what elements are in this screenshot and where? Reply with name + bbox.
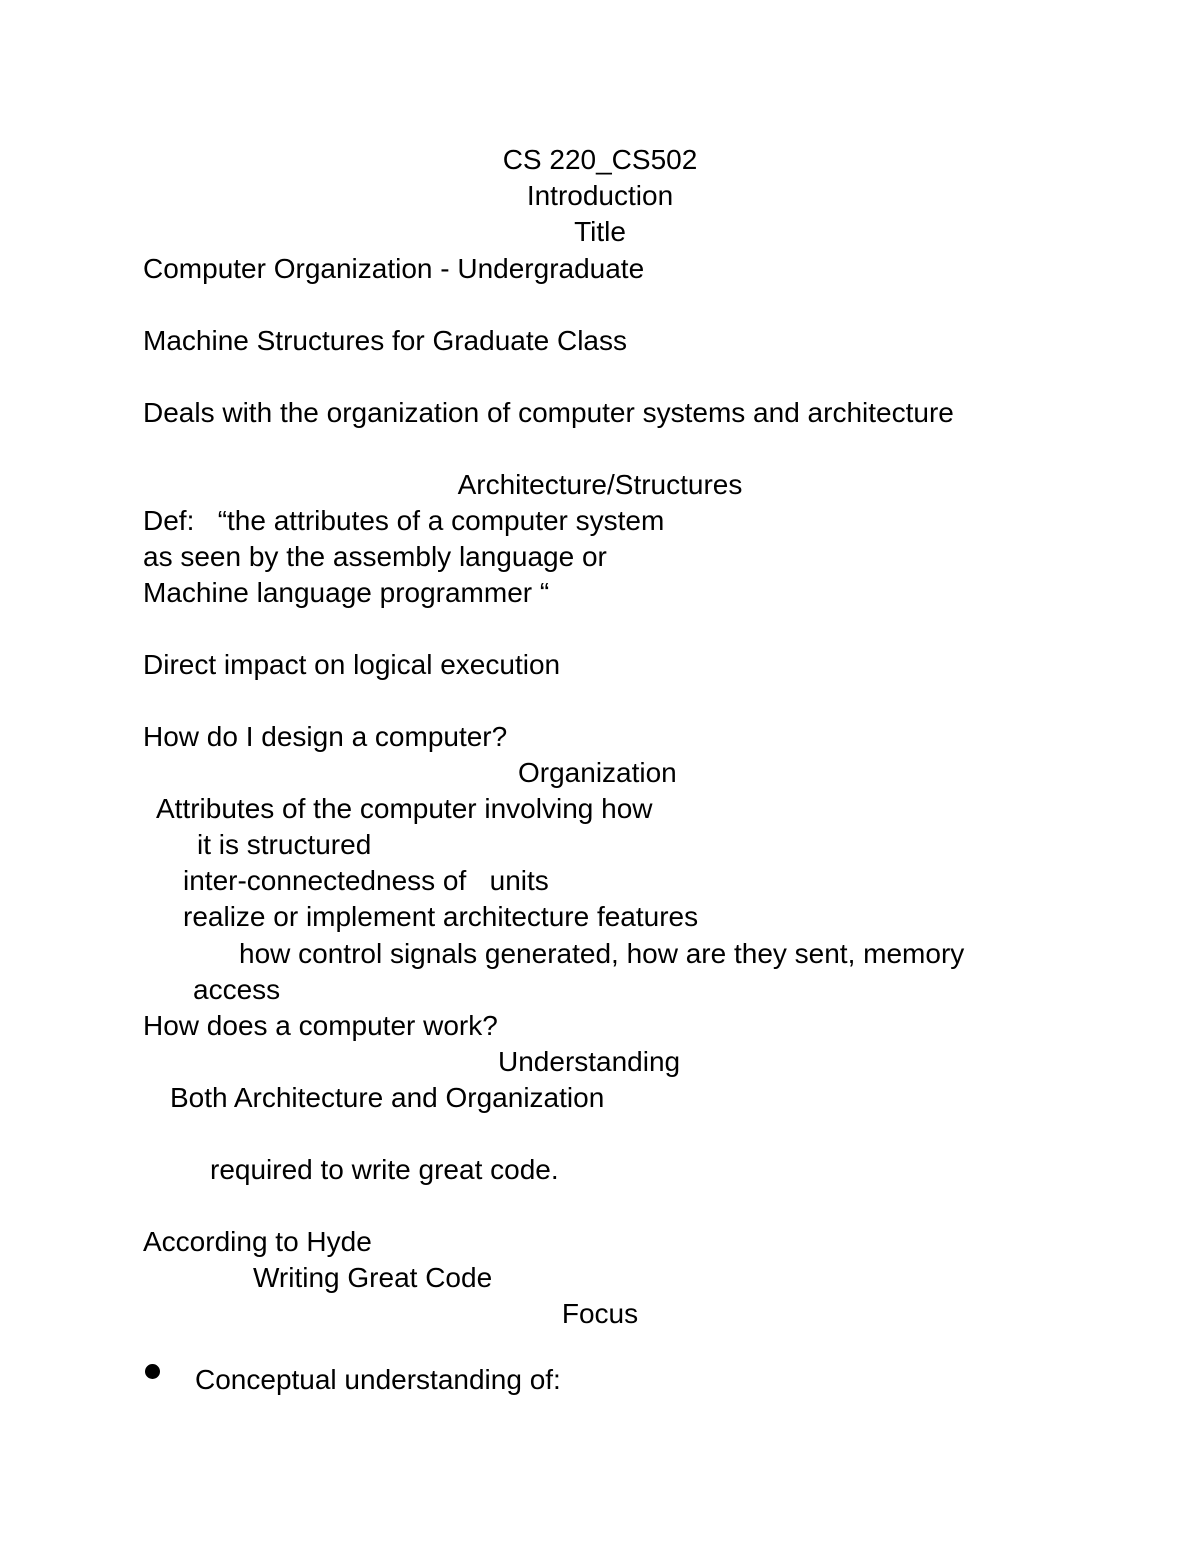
text-line-direct-impact: Direct impact on logical execution xyxy=(143,649,561,680)
bullet-icon xyxy=(145,1364,160,1379)
text-line-writing: Writing Great Code xyxy=(253,1262,493,1293)
definition-line-1: Def: “the attributes of a computer system xyxy=(143,505,665,536)
text-line-control-signals: how control signals generated, how are they sent, memory xyxy=(239,938,965,969)
organization-heading: Organization xyxy=(518,757,677,788)
text-line-how-work: How does a computer work? xyxy=(143,1010,498,1041)
text-line-required: required to write great code. xyxy=(210,1154,559,1185)
course-code: CS 220_CS502 xyxy=(502,144,698,175)
architecture-heading: Architecture/Structures xyxy=(457,469,743,500)
definition-line-2: as seen by the assembly language or xyxy=(143,541,607,572)
text-line-access: access xyxy=(193,974,281,1005)
text-line-graduate: Machine Structures for Graduate Class xyxy=(143,325,627,356)
text-line-realize: realize or implement architecture features xyxy=(183,901,699,932)
text-line-according: According to Hyde xyxy=(143,1226,372,1257)
bullet-item-conceptual: Conceptual understanding of: xyxy=(195,1364,561,1395)
title-heading: Title xyxy=(574,216,626,247)
text-line-how-design: How do I design a computer? xyxy=(143,721,508,752)
text-line-deals: Deals with the organization of computer systems and architecture xyxy=(143,397,954,428)
text-line-both: Both Architecture and Organization xyxy=(170,1082,605,1113)
text-line-attributes: Attributes of the computer involving how xyxy=(156,793,653,824)
definition-line-3: Machine language programmer “ xyxy=(143,577,550,608)
focus-heading: Focus xyxy=(561,1298,639,1329)
section-title: Introduction xyxy=(526,180,674,211)
text-line-interconnected: inter-connectedness of units xyxy=(183,865,549,896)
text-line-undergrad: Computer Organization - Undergraduate xyxy=(143,253,645,284)
text-line-structured: it is structured xyxy=(197,829,372,860)
understanding-heading: Understanding xyxy=(498,1046,681,1077)
